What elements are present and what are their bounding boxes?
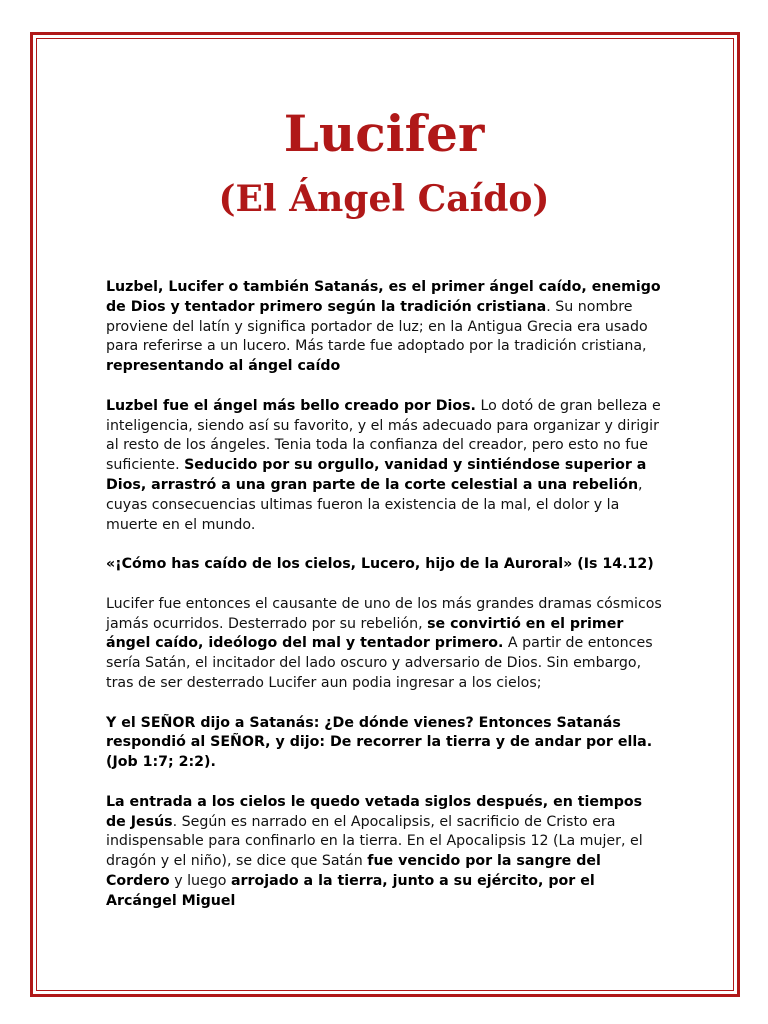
- paragraph-4: Lucifer fue entonces el causante de uno de los más grandes dramas cósmicos jamás ocurridos. Desterrado por su rebelión, se convirtió en el primer ángel caído, ideólogo del mal y tentador primero. A partir de entonces sería Satán, el incitador del lado oscuro y adversario de Dios. Sin embargo, tras de ser desterrado Lucifer aun podia ingresar a los cielos;: [106, 595, 662, 691]
- paragraph-1: Luzbel, Lucifer o también Satanás, es el primer ángel caído, enemigo de Dios y tentador primero según la tradición cristiana. Su nombre proviene del latín y significa portador de luz; en la Antigua Grecia era usado para referirse a un lucero. Más tarde fue adoptado por la tradición cristiana, representando al ángel caído: [106, 279, 661, 375]
- document-subtitle: (El Ángel Caído): [218, 178, 550, 220]
- paragraph-6: La entrada a los cielos le quedo vetada siglos después, en tiempos de Jesús. Según es narrado en el Apocalipsis, el sacrificio de Cristo era indispensable para confinarlo en la tierra. En el Apocalipsis 12 (La mujer, el dragón y el niño), se dice que Satán fue vencido por la sangre del Cordero y luego arrojado a la tierra, junto a su ejército, por el Arcángel Miguel: [106, 793, 643, 909]
- document-body: [106, 278, 666, 931]
- document-title: Lucifer: [283, 104, 485, 163]
- paragraph-2: Luzbel fue el ángel más bello creado por Dios. Lo dotó de gran belleza e inteligencia, siendo así su favorito, y el más adecuado para organizar y dirigir al resto de los ángeles. Tenia toda la confianza del creador, pero esto no fue suficiente. Seducido por su orgullo, vanidad y sintiéndose superior a Dios, arrastró a una gran parte de la corte celestial a una rebelión, cuyas consecuencias ultimas fueron la existencia de la mal, el dolor y la muerte en el mundo.: [106, 397, 661, 533]
- paragraph-5-quote: Y el SEÑOR dijo a Satanás: ¿De dónde vienes? Entonces Satanás respondió al SEÑOR, y dijo: De recorrer la tierra y de andar por ella. (Job 1:7; 2:2).: [106, 714, 653, 771]
- paragraph-3-quote: «¡Cómo has caído de los cielos, Lucero, hijo de la Auroral» (Is 14.12): [106, 556, 654, 573]
